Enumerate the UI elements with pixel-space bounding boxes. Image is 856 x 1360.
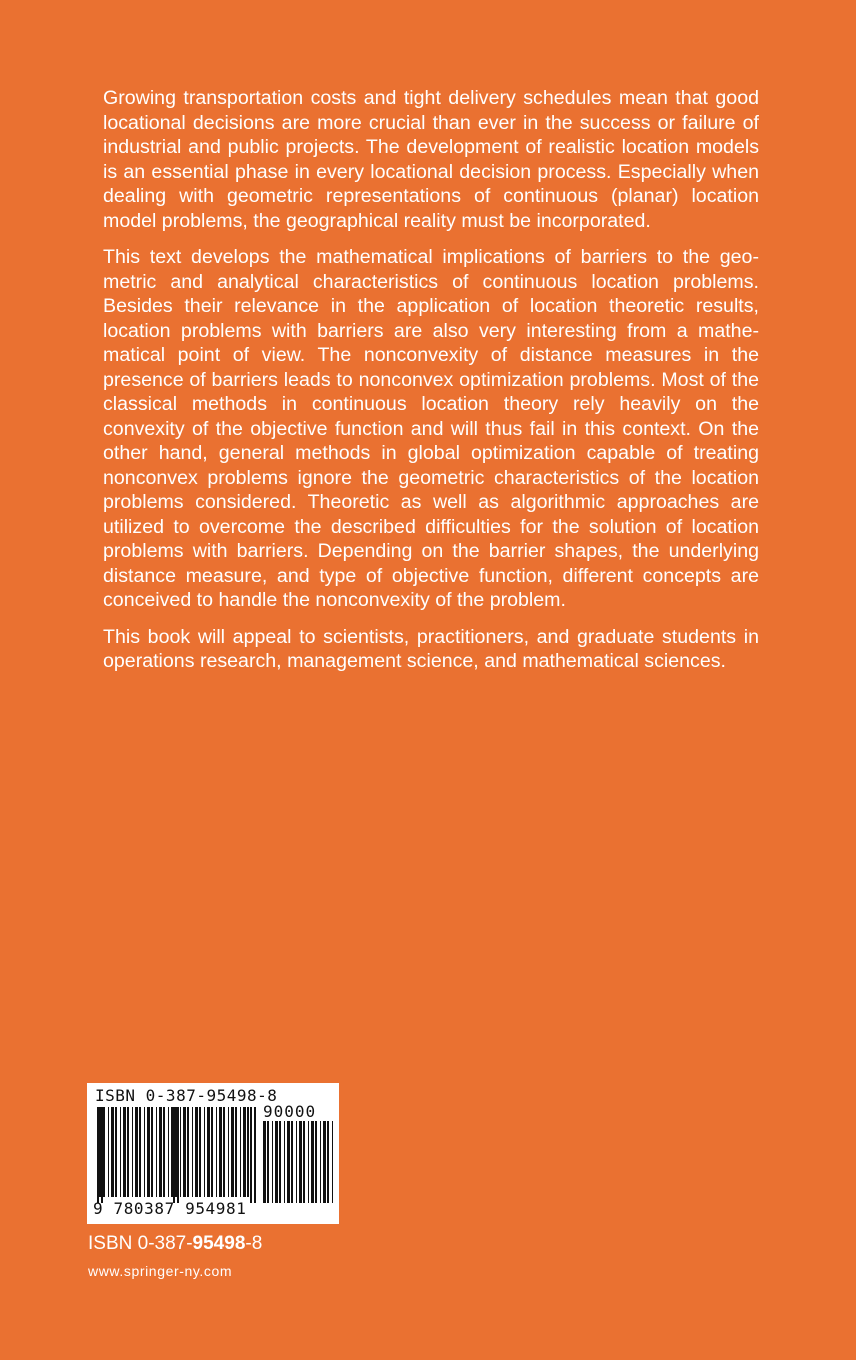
publisher-url: www.springer-ny.com (88, 1263, 233, 1279)
barcode-addon-text: 90000 (263, 1102, 317, 1121)
isbn-label (88, 1233, 262, 1255)
isbn-barcode (87, 1083, 339, 1224)
blurb-paragraph-3: This book will appeal to scientists, practitioners, and graduate students in operations research, management science, and mathematical sciences. (103, 625, 759, 672)
isbn-suffix: -8 (245, 1233, 263, 1254)
blurb-paragraph-1: Growing transportation costs and tight delivery schedules mean that good locational decisions are more crucial than ever in the success or failure of industrial and public projects. The development of realistic location models is an essential phase in every locational decision process. Especially when dealing with geometric representations of continuous (planar) location model problems, the geographical reality must be incorporated. (103, 87, 759, 232)
blurb-paragraph-2: This text develops the mathematical implications of barriers to the geometric and analytical characteristics of continuous location problems. Besides their relevance in the application of location theoretic results, location problems with barriers are also very interesting from a mathematical point of view. The nonconvexity of distance measures in the presence of barriers leads to nonconvex optimization problems. Most of the classical methods in continuous location theory rely heavily on the convexity of the objective function and will thus fail in this context. On the other hand, general methods in global optimization capable of treating nonconvex problems ignore the geometric characteristics of the location problems considered. Theoretic as well as algorithmic approaches are utilized to overcome the described difficulties for the solution of location problems with barriers. Depending on the barrier shapes, the underlying distance measure, and type of objective function, different concepts are conceived to handle the nonconvexity of the problem. (103, 246, 759, 611)
barcode-ean-text: 9 780387 954981 (93, 1199, 247, 1218)
barcode-isbn-text: ISBN 0-387-95498-8 (95, 1086, 278, 1105)
isbn-prefix: ISBN 0-387- (88, 1233, 193, 1254)
blurb (103, 86, 759, 686)
isbn-bold-part: 95498 (192, 1233, 246, 1254)
